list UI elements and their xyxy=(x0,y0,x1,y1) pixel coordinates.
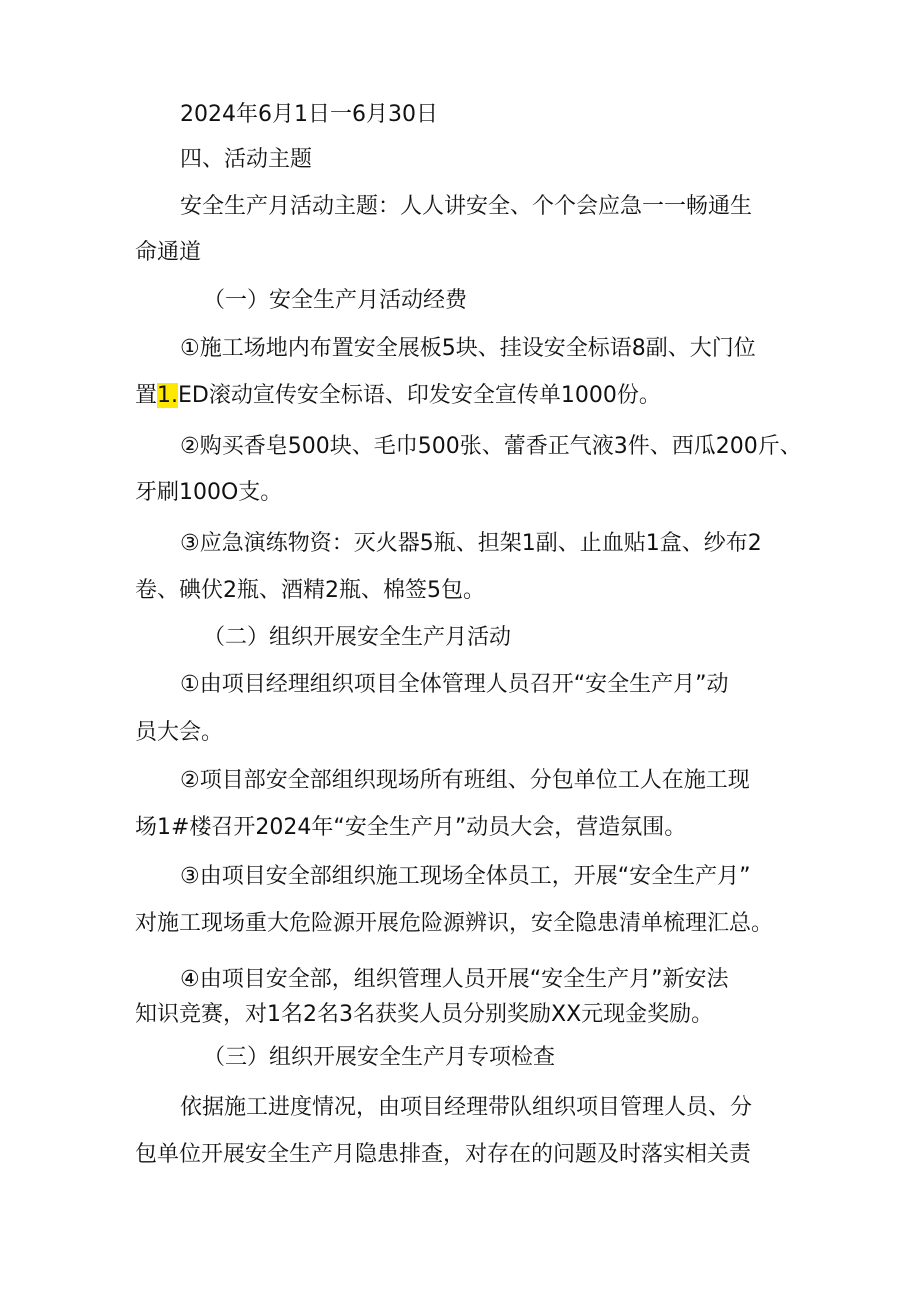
subsection-title-activities: （二）组织开展安全生产月活动 xyxy=(203,625,512,650)
activity-3-line-2: 对施工现场重大危险源开展危险源辨识，安全隐患清单梳理汇总。 xyxy=(135,911,774,936)
funding-item-1-suffix: ED滚动宣传安全标语、印发安全宣传单1000份。 xyxy=(178,383,661,408)
activity-4-line-1: ④由项目安全部，组织管理人员开展“安全生产月”新安法 xyxy=(180,967,729,992)
subsection-title-funding: （一）安全生产月活动经费 xyxy=(203,288,468,313)
funding-item-1-line-1: ①施工场地内布置安全展板5块、挂设安全标语8副、大门位 xyxy=(180,336,756,361)
activity-1-line-1: ①由项目经理组织项目全体管理人员召开“安全生产月”动 xyxy=(180,672,729,697)
inspection-line-2: 包单位开展安全生产月隐患排查，对存在的问题及时落实相关责 xyxy=(135,1142,752,1167)
activity-2-line-2: 场1#楼召开2024年“安全生产月”动员大会，营造氛围。 xyxy=(135,815,687,840)
highlighted-text: 1. xyxy=(157,383,179,408)
activity-4-line-2: 知识竞赛，对1名2名3名获奖人员分别奖励XX元现金奖励。 xyxy=(135,1002,714,1027)
theme-text-line-2: 命通道 xyxy=(135,240,202,265)
date-range: 2024年6月1日一6月30日 xyxy=(180,102,438,127)
funding-item-3-line-1: ③应急演练物资：灭火器5瓶、担架1副、止血贴1盒、纱布2 xyxy=(180,531,762,556)
theme-text-line-1: 安全生产月活动主题：人人讲安全、个个会应急一一畅通生 xyxy=(180,194,753,219)
funding-item-3-line-2: 卷、碘伏2瓶、酒精2瓶、棉签5包。 xyxy=(135,578,485,603)
activity-2-line-1: ②项目部安全部组织现场所有班组、分包单位工人在施工现 xyxy=(180,768,750,793)
section-title-activity-theme: 四、活动主题 xyxy=(180,147,313,172)
funding-item-2-line-1: ②购买香皂500块、毛巾500张、蕾香正气液3件、西瓜200斤、 xyxy=(180,434,802,459)
activity-3-line-1: ③由项目安全部组织施工现场全体员工，开展“安全生产月” xyxy=(180,864,751,889)
funding-item-1-prefix: 置 xyxy=(135,383,158,408)
funding-item-1-line-2 xyxy=(135,381,661,411)
subsection-title-inspection: （三）组织开展安全生产月专项检查 xyxy=(203,1045,556,1070)
activity-1-line-2: 员大会。 xyxy=(135,720,224,745)
inspection-line-1: 依据施工进度情况，由项目经理带队组织项目管理人员、分 xyxy=(180,1095,753,1120)
funding-item-2-line-2: 牙刷100O支。 xyxy=(135,480,283,505)
